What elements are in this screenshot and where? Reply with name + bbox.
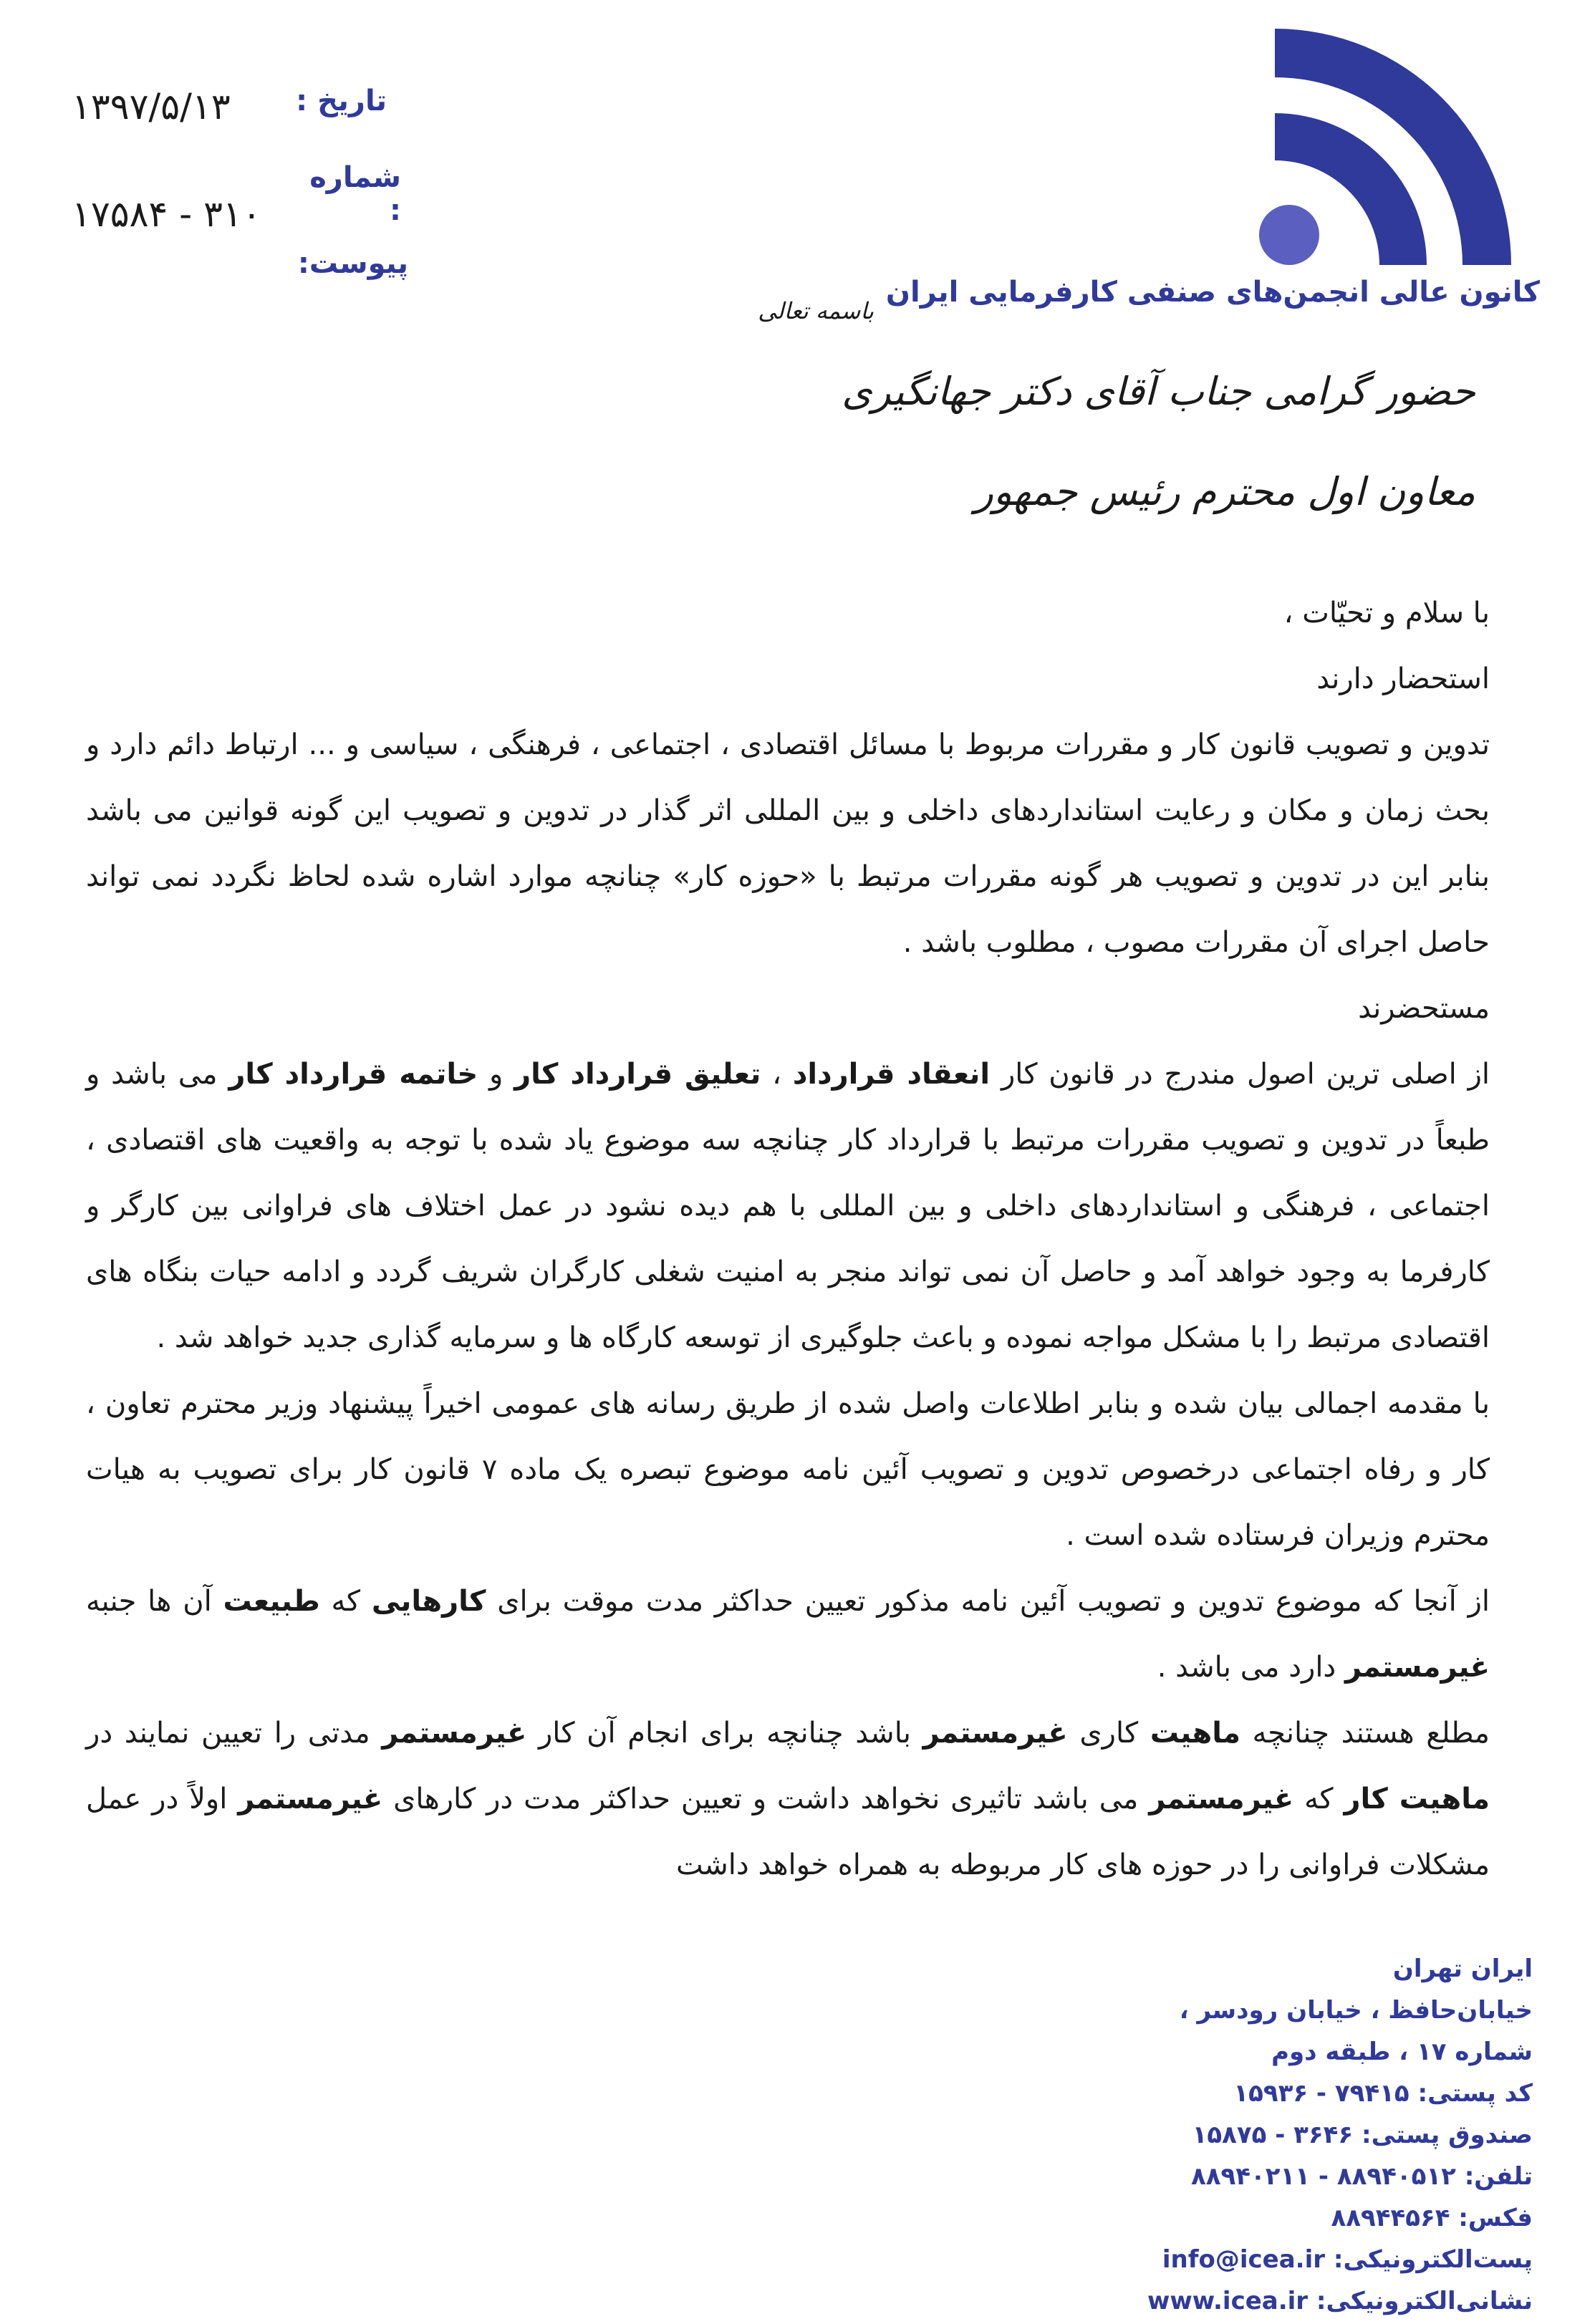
- paragraph-2-intro: مستحضرند: [1358, 992, 1490, 1025]
- p3-bold-contract-conclusion: انعقاد قرارداد: [792, 1058, 991, 1091]
- recipient-line-1: حضور گرامی جناب آقای دکتر جهانگیری: [842, 369, 1475, 414]
- paragraph-5: [86, 1568, 1490, 1700]
- date-value: ۱۳۹۷/۵/۱۳: [72, 86, 231, 127]
- p6-bold-5: غیرمستمر: [1149, 1783, 1294, 1816]
- web-label: نشانی‌الکترونیکی:: [1316, 2287, 1533, 2315]
- phone-label: تلفن:: [1464, 2162, 1533, 2191]
- p5-bold-3: غیرمستمر: [1344, 1651, 1490, 1684]
- footer-email-row: [1162, 2239, 1533, 2280]
- p5-bold-2: طبیعت: [223, 1585, 320, 1618]
- po-box-value: ۳۶۴۶ - ۱۵۸۷۵: [1192, 2121, 1354, 2149]
- p3-bold-contract-termination: خاتمه قرارداد کار: [228, 1058, 478, 1091]
- organization-name: کانون عالی انجمن‌های صنفی کارفرمایی ایران: [885, 276, 1540, 309]
- p6-text-a: مطلع هستند چنانچه: [1240, 1717, 1490, 1750]
- po-box-label: صندوق پستی:: [1362, 2121, 1533, 2149]
- paragraph-6: [86, 1700, 1490, 1898]
- p6-text-c: کاری: [1067, 1717, 1150, 1750]
- p6-text-g: می باشد تاثیری نخواهد داشت و تعیین حداکثر مدت در کارهای: [382, 1783, 1150, 1816]
- greeting: با سلام و تحیّات ،: [1283, 597, 1490, 630]
- p6-bold-6: غیرمستمر: [238, 1783, 383, 1816]
- footer-city: ایران تهران: [1392, 1954, 1533, 1983]
- p6-bold-4: ماهیت کار: [1344, 1783, 1490, 1816]
- paragraph-3: [86, 1041, 1490, 1371]
- email-label: پست‌الکترونیکی:: [1333, 2245, 1533, 2274]
- p5-text-d: آن ها جنبه: [86, 1585, 223, 1618]
- p5-text-e: دارد می باشد .: [1157, 1651, 1345, 1684]
- recipient-line-2: معاون اول محترم رئیس جمهور: [974, 469, 1475, 514]
- p6-bold-3: غیرمستمر: [382, 1717, 527, 1750]
- paragraph-1: تدوین و تصویب قانون کار و مقررات مربوط با مسائل اقتصادی ، اجتماعی ، فرهنگی ، سیاسی و ... ارتباط دائم دارد و بحث زمان و مکان و رعایت استانداردهای داخلی و بین المللی اثر گذار در تدوین و تصویب این گونه قوانین می باشد بنابر این در تدوین و تصویب هر گونه مقررات مرتبط با «حوزه کار» چنانچه موارد اشاره شده لحاظ نگردد نمی تواند حاصل اجرای آن مقررات مصوب ، مطلوب باشد .: [86, 728, 1490, 959]
- p6-text-d: باشد چنانچه برای انجام آن کار: [526, 1717, 923, 1750]
- footer-postal-code-row: [1175, 2073, 1533, 2114]
- email-link[interactable]: info@icea.ir: [1162, 2245, 1326, 2274]
- footer-fax-row: [1175, 2197, 1533, 2239]
- web-link[interactable]: www.icea.ir: [1147, 2287, 1309, 2315]
- p5-bold-1: کارهایی: [371, 1585, 486, 1618]
- organization-logo: [1218, 7, 1554, 272]
- p6-text-e: مدتی را تعیین نمایند در: [86, 1717, 382, 1750]
- p5-text-a: از آنجا که موضوع تدوین و تصویب آئین نامه مذکور تعیین حداکثر مدت موقت برای: [486, 1585, 1490, 1618]
- invocation: باسمه تعالی: [758, 297, 874, 324]
- p6-text-h: اولاً در عمل مشکلات فراوانی را در حوزه های کار مربوطه به همراه خواهد داشت: [86, 1783, 1490, 1881]
- p3-text-e: می باشد و طبعاً در تدوین و تصویب مقررات مرتبط با قرارداد کار چنانچه سه موضوع یاد شده با توجه به واقعیت های اقتصادی ، اجتماعی ، فرهنگی و استانداردهای داخلی و بین المللی با هم دیده نشود در عمل اختلاف های فراوانی بین کارگر و کارفرما به وجود خواهد آمد و حاصل آن نمی تواند منجر به امنیت شغلی کارگران شریف گردد و ادامه حیات بنگاه های اقتصادی مرتبط را با مشکل مواجه نموده و باعث جلوگیری از توسعه کارگاه ها و سرمایه گذاری جدید خواهد شد .: [86, 1058, 1490, 1354]
- letter-body: [86, 580, 1490, 1898]
- footer-web-row: [1147, 2280, 1533, 2322]
- date-label: تاریخ :: [296, 85, 387, 117]
- footer-phone-row: [1175, 2156, 1533, 2197]
- p3-text-d: و: [478, 1058, 515, 1091]
- fax-value: ۸۸۹۴۴۵۶۴: [1331, 2204, 1450, 2232]
- p3-text-c: ،: [761, 1058, 793, 1091]
- footer-po-box-row: [1175, 2114, 1533, 2156]
- p6-text-f: که: [1293, 1783, 1344, 1816]
- p6-bold-2: غیرمستمر: [922, 1717, 1068, 1750]
- p5-text-c: که: [319, 1585, 372, 1618]
- number-value: ۱۷۵۸۴ - ۳۱۰: [72, 193, 261, 235]
- fax-label: فکس:: [1458, 2204, 1533, 2232]
- attachment-label: پیوست:: [297, 247, 408, 280]
- p6-bold-1: ماهیت: [1150, 1717, 1241, 1750]
- p3-bold-contract-suspension: تعلیق قرارداد کار: [514, 1058, 761, 1091]
- postal-code-label: کد پستی:: [1417, 2079, 1533, 2108]
- intro-line: استحضار دارند: [1316, 662, 1490, 695]
- footer-building: شماره ۱۷ ، طبقه دوم: [1271, 2038, 1533, 2066]
- phone-value: ۸۸۹۴۰۵۱۲ - ۸۸۹۴۰۲۱۱: [1191, 2162, 1456, 2191]
- paragraph-4: با مقدمه اجمالی بیان شده و بنابر اطلاعات واصل شده از طریق رسانه های عمومی اخیراً پیشنهاد وزیر محترم تعاون ، کار و رفاه اجتماعی درخصوص تدوین و تصویب آئین نامه موضوع تبصره یک ماده ۷ قانون کار برای تصویب به هیات محترم وزیران فرستاده شده است .: [86, 1387, 1490, 1552]
- p3-text-a: از اصلی ترین اصول مندرج در قانون کار: [990, 1058, 1490, 1091]
- number-label: شماره :: [309, 161, 401, 227]
- footer-street: خیابان‌حافظ ، خیابان رودسر ،: [1179, 1996, 1533, 2025]
- postal-code-value: ۷۹۴۱۵ - ۱۵۹۳۶: [1233, 2079, 1410, 2108]
- address-block: [1147, 1948, 1533, 2322]
